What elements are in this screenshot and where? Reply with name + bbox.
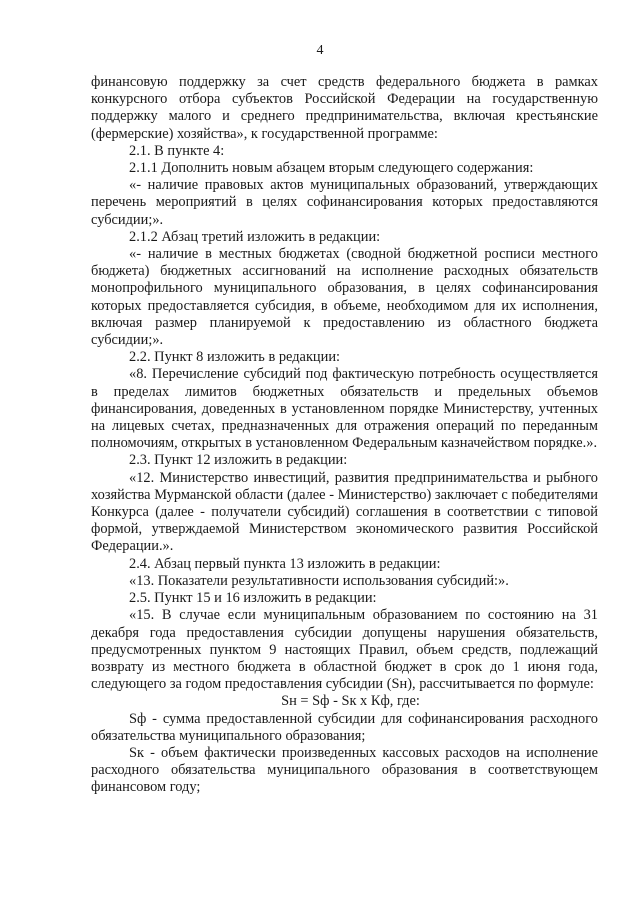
document-body — [91, 74, 598, 797]
paragraph-2-3: 2.3. Пункт 12 изложить в редакции: — [129, 452, 348, 469]
paragraph-quote-item-15: «15. В случае если муниципальным образованием по состоянию на 31 декабря года предоставления субсидии допущены нарушения обязательств, предусмотренных пунктом 9 настоящих Правил, объем средств, подлежащий возврату из местного бюджета в областной бюджет в срок до 1 июня года, следующего за годом предоставления субсидии (Sн), рассчитывается по формуле: — [91, 607, 598, 693]
paragraph-quote-item-8: «8. Перечисление субсидий под фактическую потребность осуществляется в пределах лимитов бюджетных обязательств и предельных объемов финансирования, доведенных в установленном порядке Министерству, учтенных на лицевых счетах, предназначенных для отражения операций по переданным полномочиям, открытых в установленном Федеральным казначейством порядке.». — [91, 366, 598, 452]
paragraph-continuation: финансовую поддержку за счет средств федерального бюджета в рамках конкурсного отбора субъектов Российской Федерации на государственную поддержку малого и среднего предпринимательства, включая крестьянские (фермерские) хозяйства», к государственной программе: — [91, 74, 598, 142]
paragraph-2-1: 2.1. В пункте 4: — [129, 142, 225, 159]
paragraph-2-5: 2.5. Пункт 15 и 16 изложить в редакции: — [129, 590, 377, 607]
paragraph-quote-budget: «- наличие в местных бюджетах (сводной бюджетной росписи местного бюджета) бюджетных ассигнований на исполнение расходных обязательств монопрофильного муниципального образования, в целях софинансирования которых предоставляется субсидия, в объеме, необходимом для их исполнения, включая размер планируемой к предоставлению из областного бюджета субсидии;». — [91, 246, 598, 349]
page-number: 4 — [316, 43, 324, 58]
paragraph-definition-sk: Sк - объем фактически произведенных кассовых расходов на исполнение расходного обязательства муниципального образования в соответствующем финансовом году; — [91, 744, 598, 796]
paragraph-quote-item-13: «13. Показатели результативности использования субсидий:». — [129, 572, 509, 589]
paragraph-2-4: 2.4. Абзац первый пункта 13 изложить в редакции: — [129, 555, 441, 572]
paragraph-2-2: 2.2. Пункт 8 изложить в редакции: — [129, 349, 341, 366]
paragraph-2-1-2: 2.1.2 Абзац третий изложить в редакции: — [129, 228, 381, 245]
paragraph-quote-legal-acts: «- наличие правовых актов муниципальных образований, утверждающих перечень мероприятий в целях софинансирования которых предоставляются субсидии;». — [91, 177, 598, 228]
paragraph-2-1-1: 2.1.1 Дополнить новым абзацем вторым следующего содержания: — [129, 160, 534, 177]
paragraph-definition-sf: Sф - сумма предоставленной субсидии для софинансирования расходного обязательства муниципального образования; — [91, 710, 598, 744]
formula: Sн = Sф - Sк х Кф, где: — [281, 693, 420, 710]
paragraph-quote-item-12: «12. Министерство инвестиций, развития предпринимательства и рыбного хозяйства Мурманской области (далее - Министерство) заключает с победителями Конкурса (далее - получатели субсидий) соглашения в соответствии с типовой формой, утверждаемой Министерством экономического развития Российской Федерации.». — [91, 469, 598, 555]
